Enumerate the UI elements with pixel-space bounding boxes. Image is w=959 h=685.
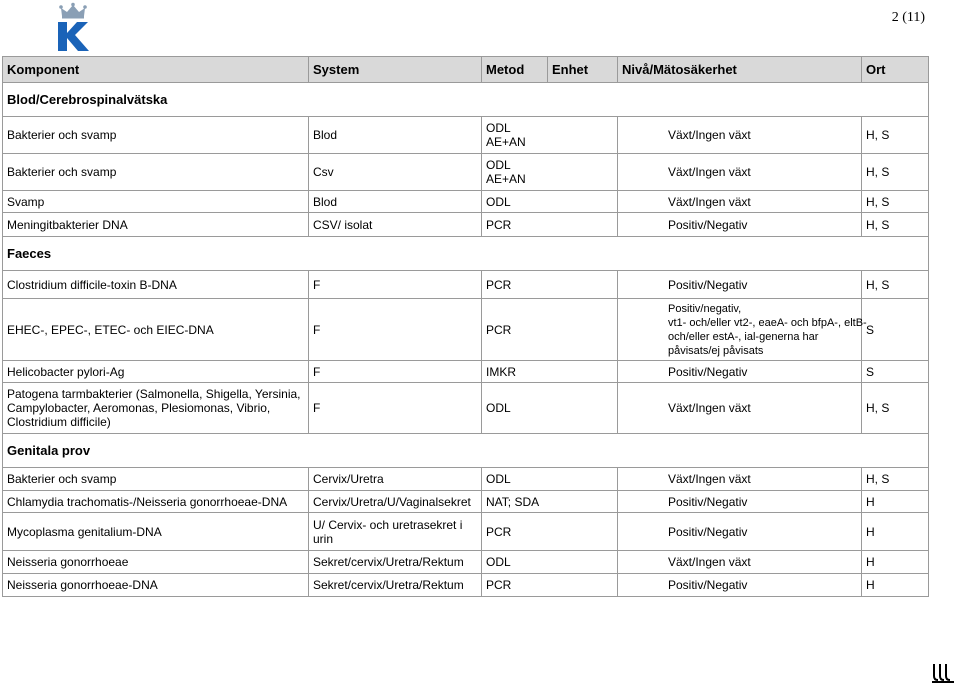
section-row-blod — [3, 83, 929, 117]
cell-komponent — [3, 383, 309, 434]
table-row — [3, 551, 929, 574]
cell-komponent: Chlamydia trachomatis-/Neisseria gonorrhoeae-DNA — [3, 491, 309, 513]
table-row — [3, 383, 929, 434]
cell-system: F — [309, 299, 482, 361]
table-row — [3, 574, 929, 597]
cell-ort: H, S — [862, 468, 929, 491]
method-table — [2, 56, 929, 597]
niva-line: vt1- och/eller vt2-, eaeA- och bfpA-, eltB- — [668, 316, 867, 329]
komponent-line: Clostridium difficile) — [7, 415, 111, 429]
cell-metod — [482, 117, 618, 154]
cell-system: Cervix/Uretra — [309, 468, 482, 491]
table-row — [3, 513, 929, 551]
cell-metod: PCR — [482, 513, 618, 551]
cell-metod — [482, 154, 618, 191]
column-header-komponent: Komponent — [3, 57, 309, 83]
cell-niva: Positiv/Negativ — [618, 491, 862, 513]
cell-ort: H, S — [862, 213, 929, 237]
cell-system: Csv — [309, 154, 482, 191]
cell-metod: PCR — [482, 213, 618, 237]
column-header-enhet: Enhet — [548, 57, 618, 83]
cell-metod: IMKR — [482, 361, 618, 383]
cell-ort: S — [862, 299, 929, 361]
komponent-line: Patogena tarmbakterier (Salmonella, Shigella, Yersinia, — [7, 387, 301, 401]
section-row-faeces — [3, 237, 929, 271]
cell-system: F — [309, 361, 482, 383]
section-row-genitala — [3, 434, 929, 468]
cell-komponent: Bakterier och svamp — [3, 117, 309, 154]
cell-system — [309, 513, 482, 551]
cell-metod: ODL — [482, 468, 618, 491]
cell-metod: PCR — [482, 271, 618, 299]
cell-komponent: Mycoplasma genitalium-DNA — [3, 513, 309, 551]
cell-system: Blod — [309, 191, 482, 213]
section-title-blod: Blod/Cerebrospinalvätska — [3, 83, 929, 117]
cell-niva: Positiv/Negativ — [618, 574, 862, 597]
cell-metod: ODL — [482, 191, 618, 213]
system-line: U/ Cervix- och uretrasekret i — [313, 517, 463, 532]
lab-mark-icon — [930, 662, 956, 684]
cell-komponent: EHEC-, EPEC-, ETEC- och EIEC-DNA — [3, 299, 309, 361]
komponent-line: Campylobacter, Aeromonas, Plesiomonas, Vibrio, — [7, 401, 271, 415]
cell-system: F — [309, 383, 482, 434]
cell-ort: H, S — [862, 271, 929, 299]
crown-k-logo-icon — [52, 2, 94, 52]
cell-system: Blod — [309, 117, 482, 154]
cell-ort: H — [862, 551, 929, 574]
cell-ort: S — [862, 361, 929, 383]
cell-niva — [618, 299, 867, 361]
column-header-system: System — [309, 57, 482, 83]
table-row — [3, 468, 929, 491]
cell-niva: Positiv/Negativ — [618, 513, 862, 551]
table-row — [3, 271, 929, 299]
cell-niva: Växt/Ingen växt — [618, 383, 862, 434]
cell-niva: Positiv/Negativ — [618, 271, 862, 299]
cell-komponent: Bakterier och svamp — [3, 468, 309, 491]
cell-metod: NAT; SDA — [482, 491, 618, 513]
cell-niva: Positiv/Negativ — [618, 361, 862, 383]
cell-komponent: Clostridium difficile-toxin B-DNA — [3, 271, 309, 299]
cell-niva: Växt/Ingen växt — [618, 117, 862, 154]
cell-system: CSV/ isolat — [309, 213, 482, 237]
cell-komponent: Neisseria gonorrhoeae-DNA — [3, 574, 309, 597]
cell-metod: PCR — [482, 574, 618, 597]
cell-ort: H — [862, 491, 929, 513]
table-row — [3, 213, 929, 237]
cell-ort: H, S — [862, 383, 929, 434]
cell-ort: H — [862, 574, 929, 597]
cell-ort: H, S — [862, 191, 929, 213]
cell-niva: Växt/Ingen växt — [618, 154, 862, 191]
cell-metod: PCR — [482, 299, 618, 361]
table-row — [3, 491, 929, 513]
column-header-metod: Metod — [482, 57, 548, 83]
cell-system: Sekret/cervix/Uretra/Rektum — [309, 574, 482, 597]
table-row — [3, 117, 929, 154]
section-title-genitala: Genitala prov — [3, 434, 929, 468]
table-row — [3, 191, 929, 213]
cell-metod: ODL — [482, 551, 618, 574]
cell-ort: H — [862, 513, 929, 551]
cell-system: F — [309, 271, 482, 299]
cell-niva: Växt/Ingen växt — [618, 191, 862, 213]
cell-komponent: Meningitbakterier DNA — [3, 213, 309, 237]
cell-niva: Växt/Ingen växt — [618, 551, 862, 574]
metod-line: AE+AN — [486, 135, 526, 149]
metod-line: AE+AN — [486, 172, 526, 186]
system-line: urin — [313, 531, 334, 546]
table-row — [3, 154, 929, 191]
cell-komponent: Helicobacter pylori-Ag — [3, 361, 309, 383]
table-row — [3, 361, 929, 383]
section-title-faeces: Faeces — [3, 237, 929, 271]
cell-ort: H, S — [862, 117, 929, 154]
cell-system: Sekret/cervix/Uretra/Rektum — [309, 551, 482, 574]
niva-line: påvisats/ej påvisats — [668, 344, 764, 357]
cell-niva: Växt/Ingen växt — [618, 468, 862, 491]
column-header-ort: Ort — [862, 57, 929, 83]
metod-line: ODL — [486, 121, 511, 135]
cell-ort: H, S — [862, 154, 929, 191]
cell-komponent: Neisseria gonorrhoeae — [3, 551, 309, 574]
column-header-niva: Nivå/Mätosäkerhet — [618, 57, 862, 83]
table-header-row — [3, 57, 929, 83]
cell-komponent: Bakterier och svamp — [3, 154, 309, 191]
niva-line: Positiv/negativ, — [668, 302, 742, 315]
cell-komponent: Svamp — [3, 191, 309, 213]
cell-metod: ODL — [482, 383, 618, 434]
cell-niva: Positiv/Negativ — [618, 213, 862, 237]
table-row — [3, 299, 929, 361]
cell-system: Cervix/Uretra/U/Vaginalsekret — [309, 491, 482, 513]
niva-line: och/eller estA-, ial-generna har — [668, 330, 819, 343]
page-number: 2 (11) — [891, 10, 925, 25]
metod-line: ODL — [486, 158, 511, 172]
